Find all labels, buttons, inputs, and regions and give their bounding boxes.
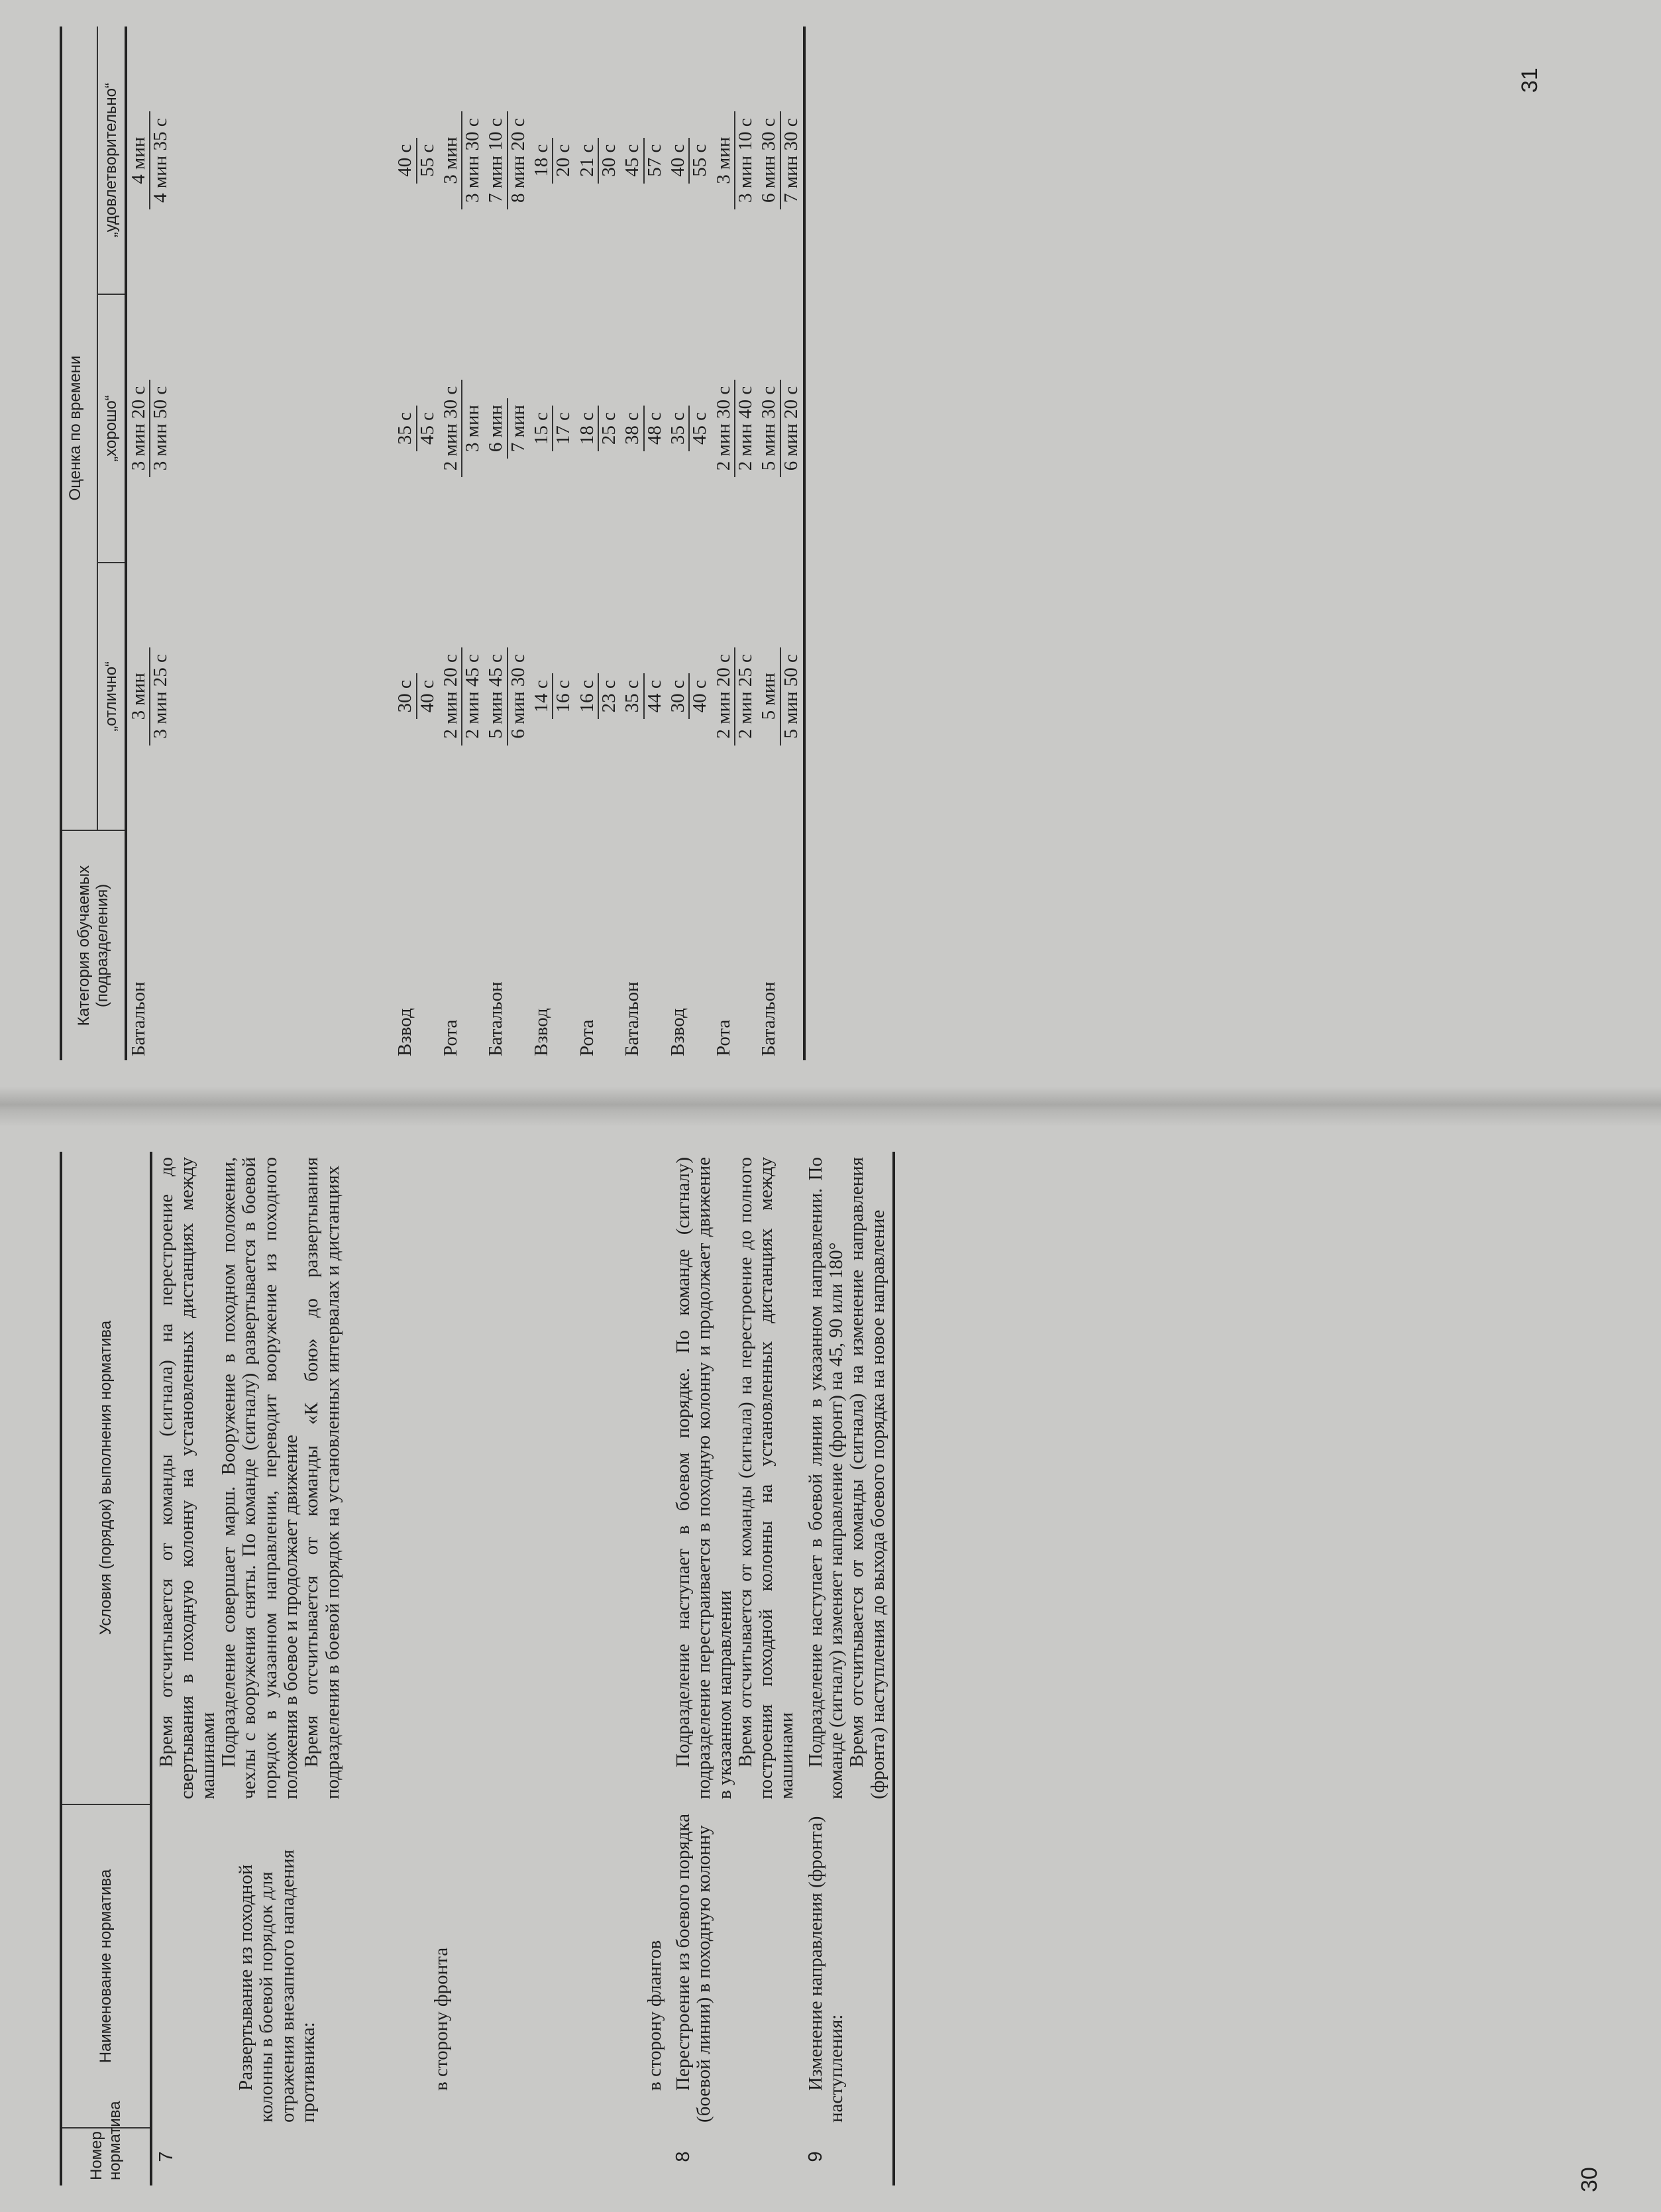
satisfactory-cell: 40 с 55 с <box>394 27 439 294</box>
table-row <box>439 27 485 1060</box>
category-cell: Рота <box>576 1019 598 1056</box>
norm-condition: Подразделение совершает марш. Вооружение в походном положении, чехлы с вооружения сняты. По команде (сигналу) развертывается в боевой порядок в указанном направлении, переводит вооружение из походного положения в боевое и продолжает движение <box>217 1157 301 1799</box>
good-cell: 3 мин 20 с 3 мин 50 с <box>126 294 173 562</box>
page-30-rotated-content <box>0 1120 1661 2212</box>
good-cell: 6 мин 7 мин <box>484 294 530 562</box>
norm-condition: Время отсчитывается от команды «К бою» до развертывания подразделения в боевой порядок на установленных интервалах и дистанциях <box>301 1157 343 1799</box>
satisfactory-cell: 3 мин 3 мин 30 с <box>439 27 485 294</box>
category-cell: Взвод <box>394 1008 416 1056</box>
table-row <box>621 27 667 1060</box>
good-cell: 38 с 48 с <box>621 294 667 562</box>
good-cell: 5 мин 30 с 6 мин 20 с <box>757 294 804 562</box>
table-header-row <box>61 1152 151 2185</box>
table-row <box>530 27 576 1060</box>
excellent-cell: 30 с 40 с <box>667 563 712 830</box>
time-rating-header: Оценка по времени <box>61 27 97 830</box>
norm-number: 9 <box>802 2128 894 2185</box>
table-row <box>576 27 621 1060</box>
excellent-cell: 5 мин 45 с 6 мин 30 с <box>484 563 530 830</box>
table-header-row <box>61 27 97 1060</box>
good-cell: 35 с 45 с <box>394 294 439 562</box>
norm-name: Перестроение из боевого порядка (боевой линии) в походную колонну <box>672 1814 715 2123</box>
category-cell: Батальон <box>757 830 804 1060</box>
conditions-header: Условия (порядок) выполнения норматива <box>61 1152 151 1804</box>
norm-condition: Время отсчитывается от команды (сигнала) на перестроение до полного построения походной колонны на установленных дистанциях между машинами <box>734 1157 798 1799</box>
page-30 <box>0 1120 1661 2212</box>
satisfactory-cell: 3 мин 3 мин 10 с <box>712 27 758 294</box>
norm-subitem: в сторону флангов <box>643 1940 665 2091</box>
norm-condition: Время отсчитывается от команды (сигнала) на изменение направления (фронта) наступления до выхода боевого порядка на новое направление <box>846 1157 888 1799</box>
norm-name: Изменение направления (фронта) наступления: <box>804 1816 847 2123</box>
good-cell: 2 мин 30 с 3 мин <box>439 294 485 562</box>
excellent-cell: 5 мин 5 мин 50 с <box>757 563 804 830</box>
table-row <box>394 27 439 1060</box>
table-row <box>126 27 173 1060</box>
category-cell: Батальон <box>127 981 149 1056</box>
table-row <box>151 1152 669 2185</box>
excellent-cell: 3 мин 3 мин 25 с <box>126 563 173 830</box>
satisfactory-cell: 40 с 55 с <box>667 27 712 294</box>
norm-name: Развертывание из походной колонны в боевой порядок для отражения внезапного нападения противника: <box>235 1850 319 2123</box>
satisfactory-cell: 7 мин 10 с 8 мин 20 с <box>484 27 530 294</box>
good-cell: 18 с 25 с <box>576 294 621 562</box>
norm-condition: Время отсчитывается от команды (сигнала) на перестроение до свертывания в походную колонну на установленных дистанциях между машинами <box>156 1157 219 1799</box>
category-cell: Рота <box>439 1019 461 1056</box>
satisfactory-header: „удовлетворительно“ <box>97 27 126 294</box>
name-header: Наименование норматива <box>61 1804 151 2128</box>
category-cell: Батальон <box>621 981 643 1056</box>
excellent-cell: 2 мин 20 с 2 мин 45 с <box>439 563 485 830</box>
table-row <box>802 1152 894 2185</box>
excellent-cell: 30 с 40 с <box>394 563 439 830</box>
norm-condition: Подразделение наступает в боевом порядке. По команде (сигналу) подразделение перестраивается в походную колонну и продолжает движение в указанном направлении <box>672 1157 735 1799</box>
category-cell: Рота <box>712 1019 734 1056</box>
time-rating-table <box>60 27 806 1060</box>
excellent-cell: 2 мин 20 с 2 мин 25 с <box>712 563 758 830</box>
table-row <box>757 27 804 1060</box>
excellent-cell: 16 с 23 с <box>576 563 621 830</box>
satisfactory-cell: 21 с 30 с <box>576 27 621 294</box>
page-number: 31 <box>1517 68 1542 93</box>
table-row <box>484 27 530 1060</box>
norm-condition: Подразделение наступает в боевой линии в указанном направлении. По команде (сигналу) изменяет направление (фронт) на 45, 90 или 180° <box>804 1157 847 1799</box>
good-cell: 35 с 45 с <box>667 294 712 562</box>
table-row <box>667 27 712 1060</box>
page-31 <box>0 0 1661 1100</box>
good-cell: 2 мин 30 с 2 мин 40 с <box>712 294 758 562</box>
number-header: Номер норматива <box>61 2128 151 2185</box>
satisfactory-cell: 45 с 57 с <box>621 27 667 294</box>
good-cell: 15 с 17 с <box>530 294 576 562</box>
norm-subitem: в сторону фронта <box>431 1947 453 2091</box>
norm-number: 8 <box>672 2151 694 2162</box>
satisfactory-cell: 4 мин 4 мин 35 с <box>126 27 173 294</box>
category-cell: Взвод <box>667 1008 688 1056</box>
norm-conditions-table <box>60 1152 895 2185</box>
page-31-rotated-content <box>0 0 1661 1087</box>
satisfactory-cell: 18 с 20 с <box>530 27 576 294</box>
category-cell: Батальон <box>485 981 507 1056</box>
page-number: 30 <box>1577 2167 1602 2192</box>
norm-number: 7 <box>156 2151 177 2162</box>
excellent-cell: 35 с 44 с <box>621 563 667 830</box>
good-header: „хорошо“ <box>97 294 126 562</box>
excellent-header: „отлично“ <box>97 563 126 830</box>
excellent-cell: 14 с 16 с <box>530 563 576 830</box>
category-cell: Взвод <box>531 1008 553 1056</box>
table-row <box>712 27 758 1060</box>
category-header: Категория обучаемых (подразделения) <box>61 830 126 1060</box>
satisfactory-cell: 6 мин 30 с 7 мин 30 с <box>757 27 804 294</box>
table-row <box>669 1152 802 2185</box>
